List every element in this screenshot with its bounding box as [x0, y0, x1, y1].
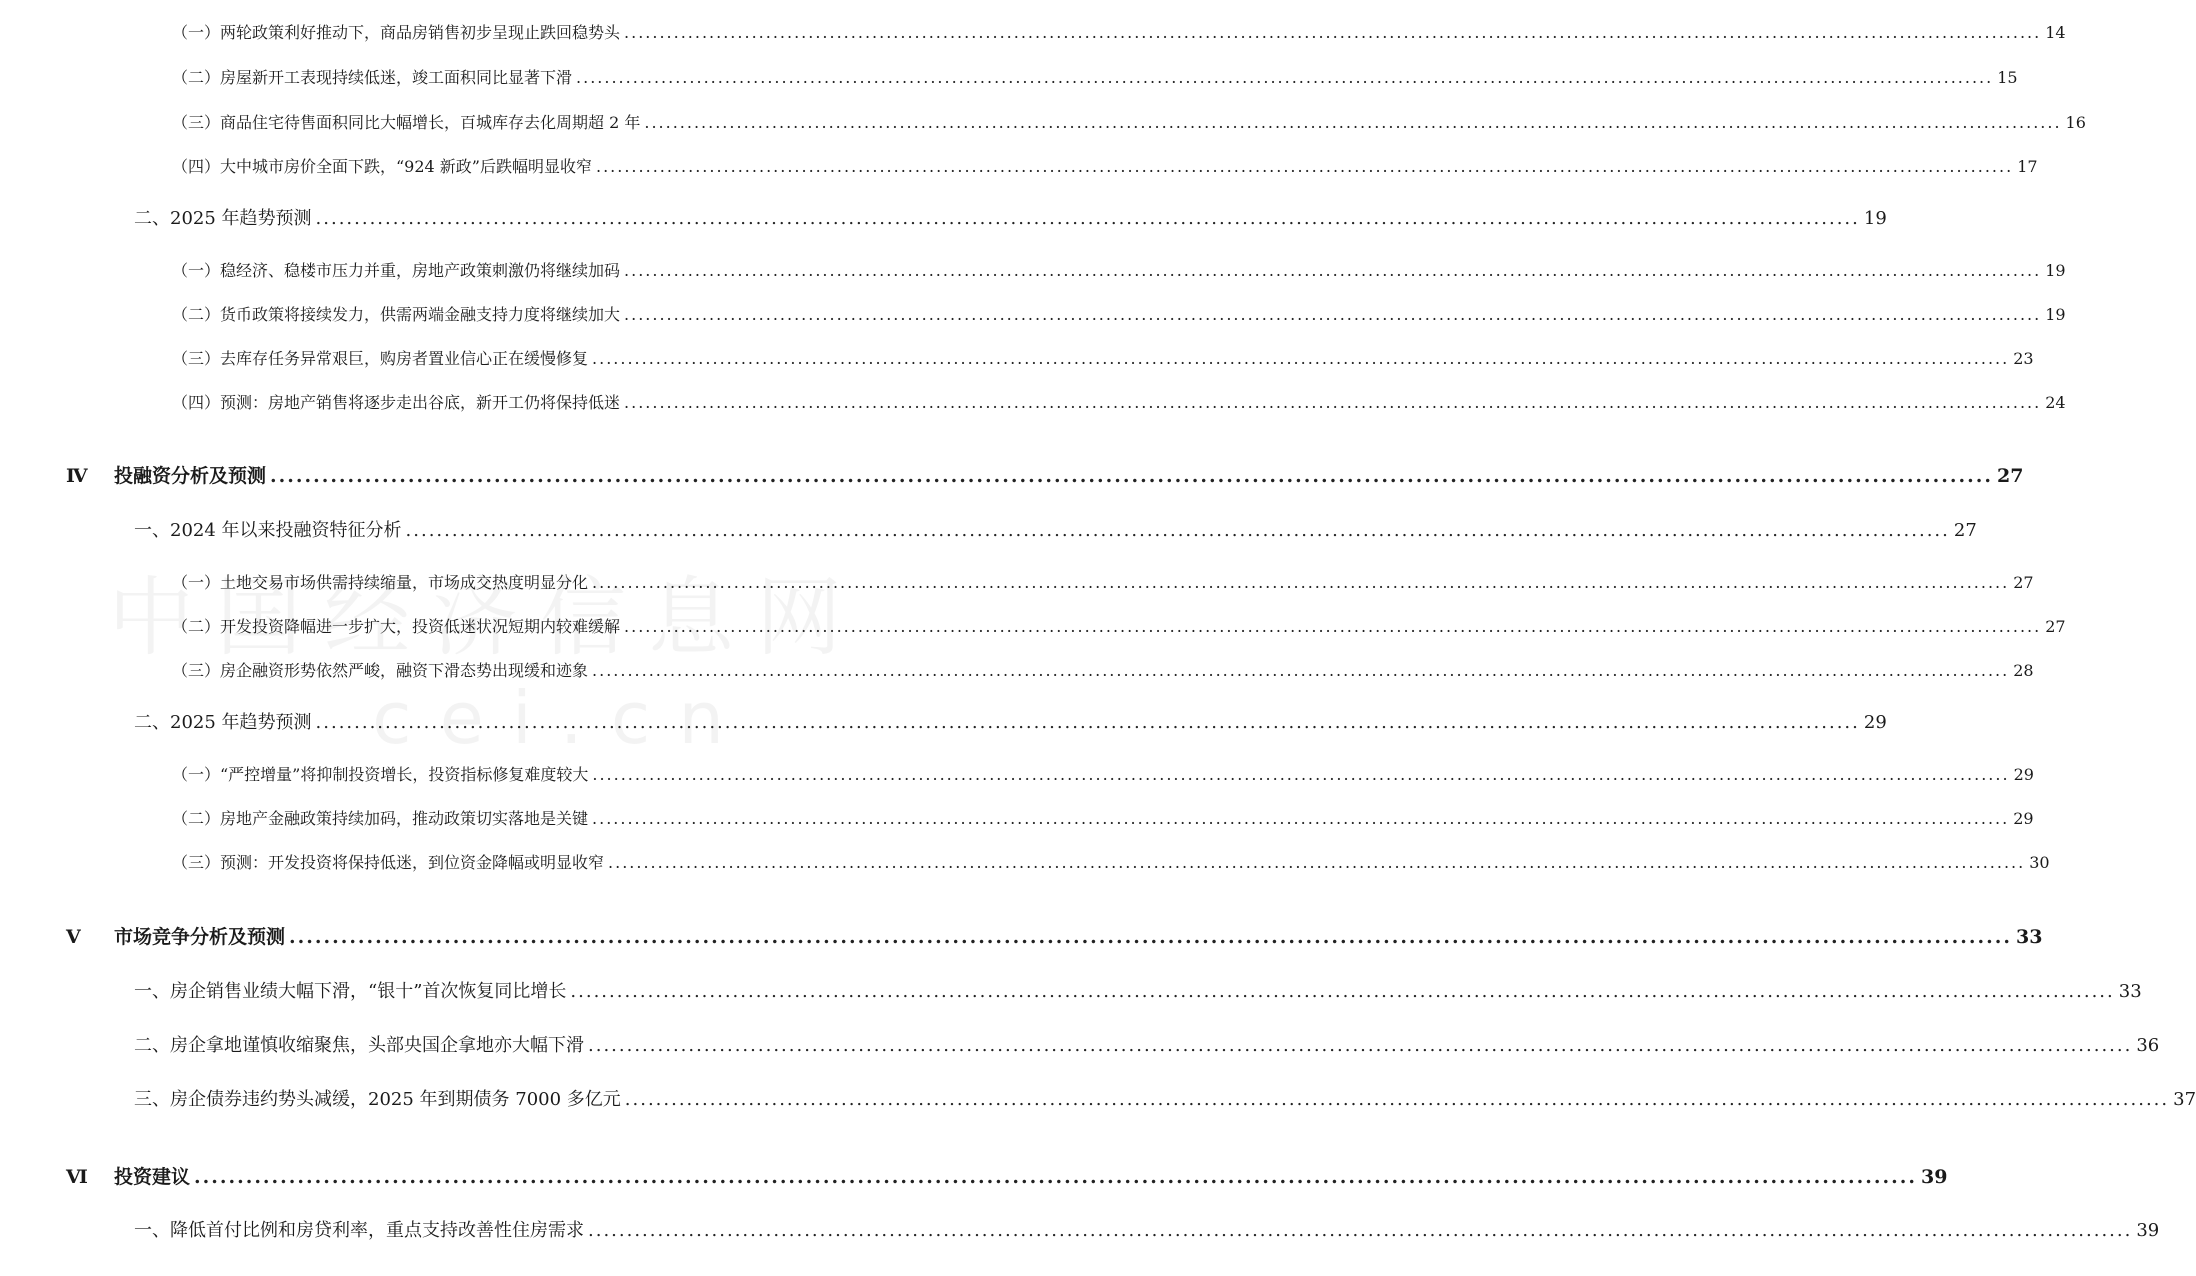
toc-entry[interactable]	[172, 302, 2066, 325]
toc-entry-page: 27	[1996, 465, 2024, 487]
toc-entry-page: 15	[1997, 68, 2018, 87]
toc-entry[interactable]	[134, 977, 2142, 1003]
toc-entry-title: 三、房企债券违约势头减缓，2025 年到期债务 7000 多亿元	[134, 1089, 621, 1110]
toc-entry-page: 27	[2013, 573, 2034, 592]
toc-leader-dots: ........................................................................................................................................................................................................	[624, 1089, 2170, 1110]
toc-leader-dots: ........................................................................................................................................................................................................	[570, 981, 2115, 1002]
toc-entry-page: 19	[1863, 208, 1887, 229]
toc-entry-title: （三）商品住宅待售面积同比大幅增长，百城库存去化周期超 2 年	[172, 113, 641, 132]
toc-leader-dots: ........................................................................................................................................................................................................	[624, 23, 2042, 42]
toc-entry-title: （二）房地产金融政策持续加码，推动政策切实落地是关键	[172, 809, 589, 828]
toc-entry[interactable]	[172, 570, 2034, 593]
toc-entry[interactable]	[134, 204, 1887, 230]
toc-entry-title: 市场竞争分析及预测	[114, 926, 286, 948]
toc-entry-title: （三）预测：开发投资将保持低迷，到位资金降幅或明显收窄	[172, 853, 605, 872]
watermark-chinese-text	[108, 548, 864, 672]
toc-leader-dots: ........................................................................................................................................................................................................	[588, 1220, 2133, 1241]
toc-entry-page: 27	[1953, 520, 1977, 541]
toc-leader-dots: ........................................................................................................................................................................................................	[596, 157, 2014, 176]
toc-entry-page: 29	[1863, 712, 1887, 733]
toc-entry-title: （四）大中城市房价全面下跌，“924 新政”后跌幅明显收窄	[172, 157, 592, 176]
toc-leader-dots: ........................................................................................................................................................................................................	[588, 1035, 2133, 1056]
toc-entry-title: （一）土地交易市场供需持续缩量，市场成交热度明显分化	[172, 573, 589, 592]
toc-entry[interactable]	[134, 516, 1977, 542]
toc-leader-dots: ........................................................................................................................................................................................................	[592, 765, 2010, 784]
toc-entry-title: （二）开发投资降幅进一步扩大，投资低迷状况短期内较难缓解	[172, 617, 621, 636]
toc-entry-title: 二、房企拿地谨慎收缩聚焦，头部央国企拿地亦大幅下滑	[134, 1035, 584, 1056]
toc-chapter-number: Ⅵ	[66, 1166, 88, 1188]
toc-leader-dots: ........................................................................................................................................................................................................	[289, 926, 2012, 948]
toc-entry-page: 14	[2045, 23, 2066, 42]
toc-leader-dots: ........................................................................................................................................................................................................	[592, 573, 2010, 592]
toc-entry-title: 一、房企销售业绩大幅下滑，“银十”首次恢复同比增长	[134, 981, 567, 1002]
toc-entry[interactable]	[172, 110, 2086, 133]
toc-entry[interactable]	[134, 1031, 2160, 1057]
toc-entry-page: 36	[2136, 1035, 2160, 1056]
toc-leader-dots: ........................................................................................................................................................................................................	[405, 520, 1950, 541]
toc-entry-page: 33	[2015, 926, 2043, 948]
toc-entry[interactable]	[134, 708, 1887, 734]
toc-entry-page: 24	[2045, 393, 2066, 412]
toc-entry[interactable]	[172, 614, 2066, 637]
toc-leader-dots: ........................................................................................................................................................................................................	[270, 465, 1993, 487]
toc-leader-dots: ........................................................................................................................................................................................................	[608, 853, 2026, 872]
toc-leader-dots: ........................................................................................................................................................................................................	[624, 617, 2042, 636]
toc-leader-dots: ........................................................................................................................................................................................................	[624, 305, 2042, 324]
toc-entry-page: 17	[2017, 157, 2038, 176]
toc-entry-title: （二）货币政策将接续发力，供需两端金融支持力度将继续加大	[172, 305, 621, 324]
toc-entry-title: 一、降低首付比例和房贷利率，重点支持改善性住房需求	[134, 1220, 584, 1241]
toc-leader-dots: ........................................................................................................................................................................................................	[624, 393, 2042, 412]
toc-leader-dots: ........................................................................................................................................................................................................	[592, 661, 2010, 680]
toc-entry[interactable]	[172, 346, 2034, 369]
toc-entry-page: 33	[2118, 981, 2142, 1002]
toc-entry-title: 一、2024 年以来投融资特征分析	[134, 520, 402, 541]
toc-entry[interactable]	[172, 390, 2066, 413]
toc-entry-title: （二）房屋新开工表现持续低迷，竣工面积同比显著下滑	[172, 68, 573, 87]
toc-entry-page: 29	[2013, 809, 2034, 828]
toc-chapter-number: Ⅴ	[66, 926, 81, 948]
toc-entry[interactable]	[172, 806, 2034, 829]
toc-entry-page: 23	[2013, 349, 2034, 368]
toc-entry[interactable]	[134, 1085, 2196, 1111]
toc-leader-dots: ........................................................................................................................................................................................................	[315, 208, 1860, 229]
toc-entry[interactable]	[172, 65, 2018, 88]
toc-entry-title: （一）两轮政策利好推动下，商品房销售初步呈现止跌回稳势头	[172, 23, 621, 42]
toc-entry[interactable]	[172, 658, 2034, 681]
toc-entry-page: 39	[1920, 1166, 1948, 1188]
toc-leader-dots: ........................................................................................................................................................................................................	[592, 349, 2010, 368]
toc-entry-page: 37	[2173, 1089, 2196, 1110]
toc-entry-page: 39	[2136, 1220, 2160, 1241]
toc-entry-title: （一）“严控增量”将抑制投资增长，投资指标修复难度较大	[172, 765, 589, 784]
toc-chapter-entry[interactable]	[66, 1162, 1948, 1189]
toc-entry-title: （一）稳经济、稳楼市压力并重，房地产政策刺激仍将继续加码	[172, 261, 621, 280]
toc-leader-dots: ........................................................................................................................................................................................................	[576, 68, 1994, 87]
toc-entry-page: 16	[2065, 113, 2086, 132]
toc-chapter-number: Ⅳ	[66, 465, 88, 487]
toc-entry-page: 19	[2045, 305, 2066, 324]
toc-leader-dots: ........................................................................................................................................................................................................	[194, 1166, 1917, 1188]
toc-leader-dots: ........................................................................................................................................................................................................	[315, 712, 1860, 733]
toc-entry-title: 投资建议	[114, 1166, 191, 1188]
toc-leader-dots: ........................................................................................................................................................................................................	[592, 809, 2010, 828]
toc-entry-page: 19	[2045, 261, 2066, 280]
toc-entry[interactable]	[172, 850, 2050, 873]
toc-entry-title: （四）预测：房地产销售将逐步走出谷底，新开工仍将保持低迷	[172, 393, 621, 412]
toc-entry-page: 30	[2029, 853, 2050, 872]
toc-entry-title: 二、2025 年趋势预测	[134, 712, 312, 733]
toc-entry[interactable]	[134, 1216, 2160, 1242]
toc-entry-title: （三）房企融资形势依然严峻，融资下滑态势出现缓和迹象	[172, 661, 589, 680]
toc-entry-page: 27	[2045, 617, 2066, 636]
toc-entry[interactable]	[172, 20, 2066, 43]
toc-entry-title: （三）去库存任务异常艰巨，购房者置业信心正在缓慢修复	[172, 349, 589, 368]
toc-entry-page: 29	[2013, 765, 2034, 784]
toc-entry-title: 投融资分析及预测	[114, 465, 267, 487]
toc-chapter-entry[interactable]	[66, 461, 2024, 488]
toc-chapter-entry[interactable]	[66, 922, 2043, 949]
toc-leader-dots: ........................................................................................................................................................................................................	[624, 261, 2042, 280]
toc-entry[interactable]	[172, 154, 2038, 177]
toc-leader-dots: ........................................................................................................................................................................................................	[644, 113, 2062, 132]
toc-entry[interactable]	[172, 762, 2034, 785]
toc-entry-title: 二、2025 年趋势预测	[134, 208, 312, 229]
toc-entry-page: 28	[2013, 661, 2034, 680]
toc-entry[interactable]	[172, 258, 2066, 281]
